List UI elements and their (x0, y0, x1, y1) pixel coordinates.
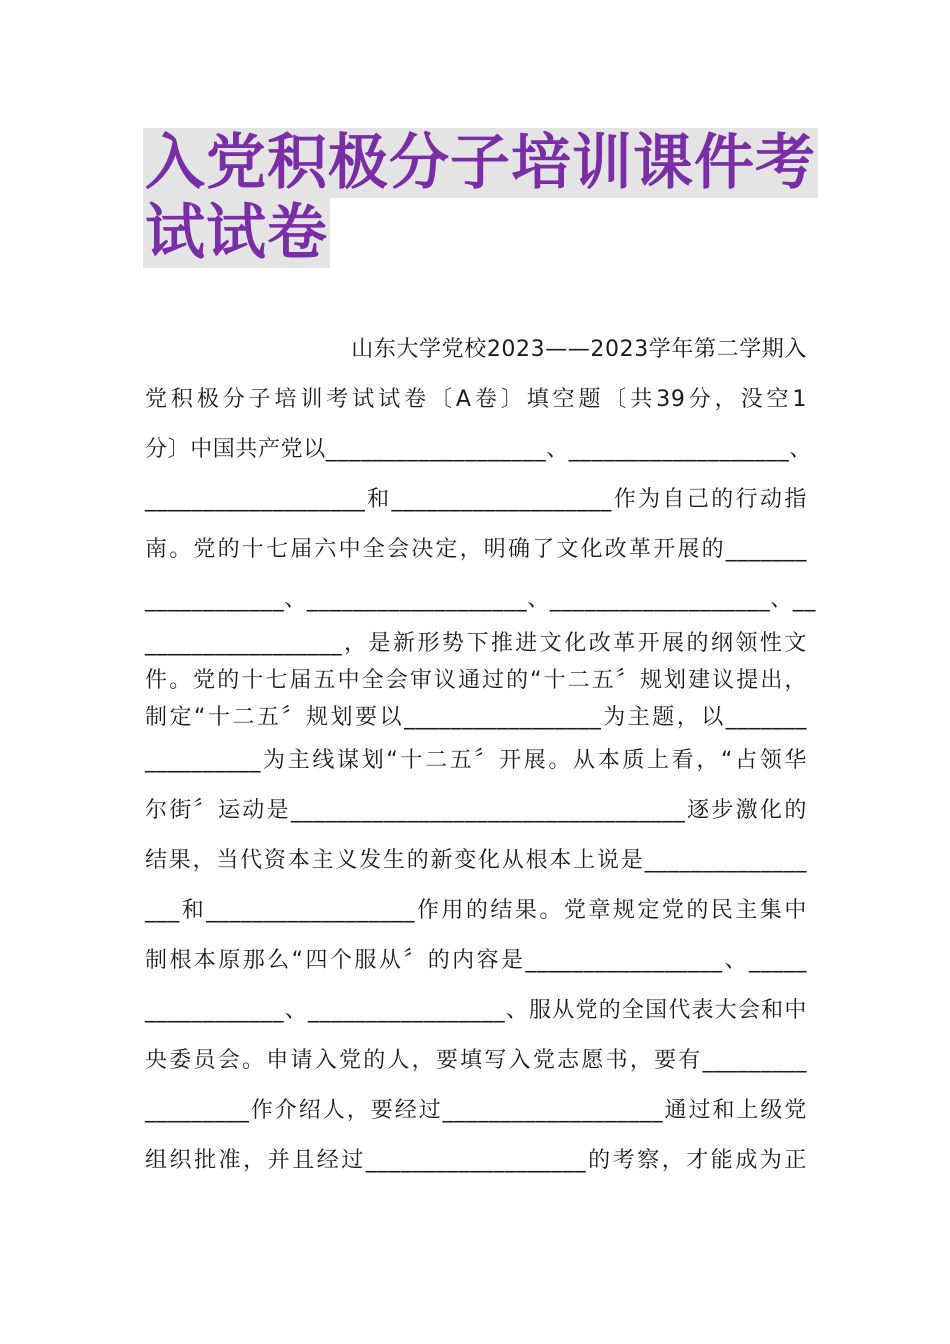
body-line: 山东大学党校2023——2023学年第二学期入 (351, 337, 807, 362)
body-line: ___和__________________作用的结果。党章规定党的民主集中 (145, 898, 807, 923)
title-line-2: 试试卷 (145, 198, 328, 268)
body-line: ___________________和___________________作为自己的行动指 (145, 487, 807, 512)
body-line: ____________、_________________、服从党的全国代表大会和中 (145, 998, 807, 1023)
body-line: 分〕中国共产党以___________________、___________________、 (145, 437, 812, 462)
body-line: 尔街〞运动是__________________________________逐步激化的 (145, 798, 807, 823)
body-line: 件。党的十七届五中全会审议通过的“十二五〞规划建议提出， (145, 668, 807, 693)
document-title (143, 128, 823, 268)
body-line: _________________，是新形势下推进文化改革开展的纲领性文 (145, 631, 807, 656)
document-body (145, 325, 816, 1186)
body-line: 制根本原那么“四个服从〞的内容是_________________、_____ (145, 948, 807, 973)
body-line: 南。党的十七届六中全会决定，明确了文化改革开展的_______ (145, 537, 807, 562)
body-line: __________为主线谋划“十二五〞开展。从本质上看，“占领华 (145, 748, 807, 773)
body-line: 制定“十二五〞规划要以_________________为主题，以_______ (145, 705, 807, 730)
body-line: 结果，当代资本主义发生的新变化从根本上说是______________ (145, 848, 807, 873)
title-line-1: 入党积极分子培训课件考 (145, 128, 816, 198)
body-line: ____________、___________________、___________________、__ (145, 587, 816, 612)
body-line: 央委员会。申请入党的人，要填写入党志愿书，要有_________ (145, 1048, 807, 1073)
body-line: _________作介绍人，要经过___________________通过和上级党 (145, 1098, 807, 1123)
body-line: 党积极分子培训考试试卷〔A卷〕填空题〔共39分，没空1 (145, 387, 807, 412)
body-line: 组织批准，并且经过___________________的考察，才能成为正 (145, 1148, 807, 1173)
